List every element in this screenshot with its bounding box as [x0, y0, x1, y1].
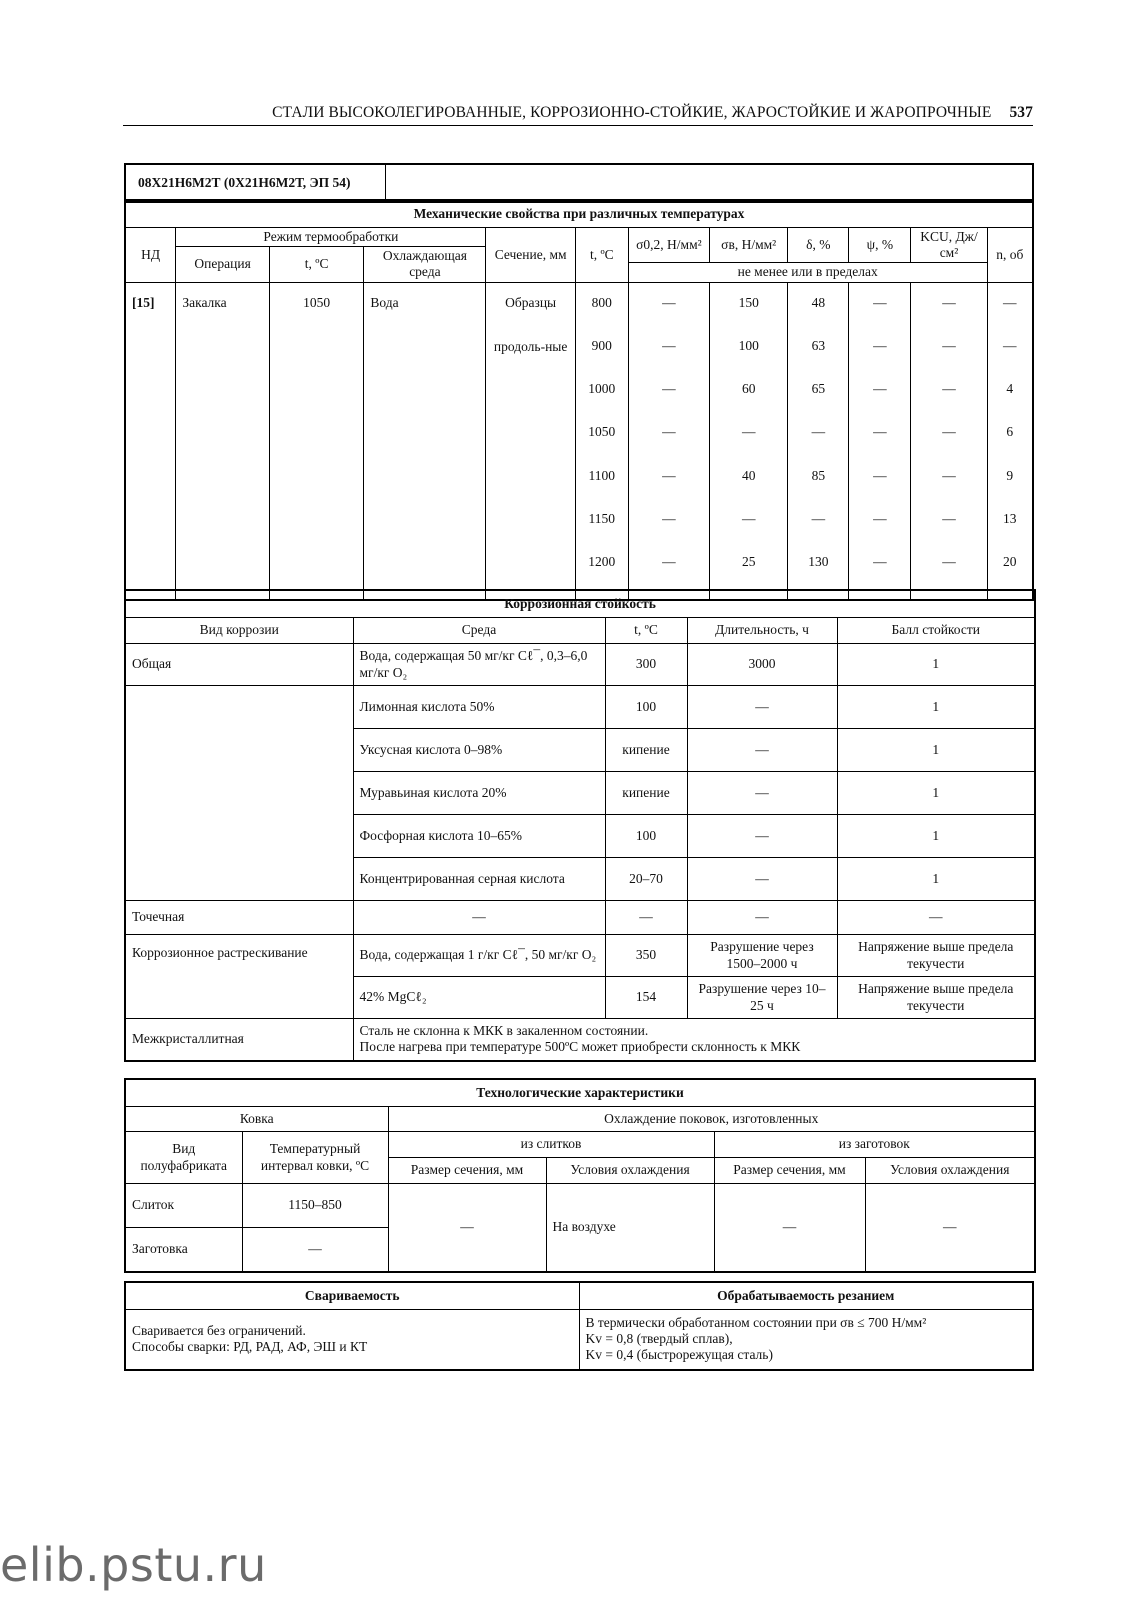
acid-score: 1	[837, 729, 1035, 772]
conditions-label: Условия охлаждения	[546, 1158, 714, 1184]
mech-value: 1050	[588, 424, 616, 440]
operation-value: Закалка	[176, 282, 270, 600]
section-line-1: Образцы	[505, 294, 557, 310]
corr-col-medium: Среда	[353, 618, 605, 644]
grade-name: 08Х21Н6М2Т (0Х21Н6М2Т, ЭП 54)	[125, 164, 385, 202]
scc-medium: 42% MgCℓ₂	[353, 977, 605, 1019]
billet-size: —	[714, 1184, 865, 1272]
mech-value: —	[662, 511, 676, 527]
mech-value: 1100	[588, 467, 616, 483]
cooling-label: Охлаждение поковок, изготовленных	[388, 1107, 1035, 1132]
corr-scc: Коррозионное растрескивание	[125, 935, 353, 1019]
grade-blank	[385, 164, 1033, 202]
weld-machin-table	[124, 1281, 1034, 1371]
corr-pitting: Точечная	[125, 901, 353, 935]
acid-temp: 100	[605, 815, 687, 858]
from-billets-label: из заготовок	[714, 1132, 1035, 1158]
mech-value: —	[873, 381, 887, 397]
corr-pitting-medium: —	[353, 901, 605, 935]
mech-value: 150	[738, 294, 759, 310]
mech-value: 130	[808, 554, 829, 570]
scc-temp: 154	[605, 977, 687, 1019]
weld-text	[125, 1310, 579, 1370]
watermark: elib.pstu.ru	[0, 1538, 267, 1592]
n-values	[987, 282, 1033, 600]
corr-pitting-duration: —	[687, 901, 837, 935]
col-operation: Операция	[176, 247, 270, 282]
mech-value: —	[662, 424, 676, 440]
mech-value: 60	[741, 381, 756, 397]
mech-value: 800	[591, 294, 612, 310]
ingot-size: —	[388, 1184, 546, 1272]
acid-temp: 20–70	[605, 858, 687, 901]
billet-cond: —	[865, 1184, 1035, 1272]
mech-value: —	[942, 554, 956, 570]
kcu-values	[911, 282, 987, 600]
corr-section-title: Коррозионная стойкость	[125, 590, 1035, 618]
corr-general-temp: 300	[605, 644, 687, 686]
mech-value: 9	[1006, 467, 1014, 483]
corr-col-temp: t, ºС	[605, 618, 687, 644]
col-section: Сечение, мм	[486, 228, 575, 283]
mech-value: —	[662, 381, 676, 397]
scc-duration: Разрушение через 10–25 ч	[687, 977, 837, 1019]
mech-value: —	[1003, 294, 1017, 310]
not-less-label: не менее или в пределах	[628, 263, 987, 282]
mech-value: —	[741, 424, 756, 440]
mech-properties-table	[124, 199, 1034, 601]
mech-value: 85	[811, 467, 826, 483]
acid-duration: —	[687, 772, 837, 815]
mech-value: —	[873, 337, 887, 353]
mech-value: 1150	[588, 511, 616, 527]
mech-section-title: Механические свойства при различных температурах	[125, 200, 1033, 228]
scc-score: Напряжение выше предела текучести	[837, 935, 1035, 977]
mech-value: —	[811, 511, 826, 527]
size2-label: Размер сечения, мм	[714, 1158, 865, 1184]
col-test-temp: t, ºС	[575, 228, 628, 283]
mech-value: 100	[738, 337, 759, 353]
acid-score: 1	[837, 772, 1035, 815]
mech-value: 900	[591, 337, 612, 353]
sigma02-values	[628, 282, 709, 600]
acid-medium: Уксусная кислота 0–98%	[353, 729, 605, 772]
section-line-2: продоль-ные	[493, 338, 568, 354]
billet-label: Заготовка	[125, 1228, 242, 1272]
scc-medium: Вода, содержащая 1 г/кг Cℓ¯, 50 мг/кг O₂	[353, 935, 605, 977]
mech-value: —	[662, 337, 676, 353]
corr-pitting-temp: —	[605, 901, 687, 935]
mech-value: —	[942, 424, 956, 440]
corr-igc: Межкристаллитная	[125, 1019, 353, 1061]
igc-line-1: Сталь не склонна к МКК в закаленном состоянии.	[359, 1023, 649, 1039]
col-cooling-medium: Охлаждающая среда	[364, 247, 486, 282]
igc-line-2: После нагрева при температуре 500ºС может приобрести склонность к МКК	[359, 1039, 801, 1055]
mech-value: —	[662, 467, 676, 483]
header-title: СТАЛИ ВЫСОКОЛЕГИРОВАННЫЕ, КОРРОЗИОННО-СТОЙКИЕ, ЖАРОСТОЙКИЕ И ЖАРОПРОЧНЫЕ	[272, 104, 992, 121]
col-n: n, об	[987, 228, 1033, 283]
semi-label: Вид полуфабриката	[125, 1132, 242, 1184]
acid-duration: —	[687, 729, 837, 772]
mech-value: —	[662, 554, 676, 570]
billet-range: —	[242, 1228, 388, 1272]
acid-medium: Лимонная кислота 50%	[353, 686, 605, 729]
mech-value: —	[741, 511, 756, 527]
ingot-cond: На воздухе	[546, 1184, 714, 1272]
psi-values	[849, 282, 911, 600]
section-value	[486, 282, 575, 600]
tech-table	[124, 1078, 1036, 1273]
mech-value: —	[1003, 337, 1017, 353]
scc-duration: Разрушение через 1500–2000 ч	[687, 935, 837, 977]
acid-score: 1	[837, 686, 1035, 729]
conditions2-label: Условия охлаждения	[865, 1158, 1035, 1184]
mech-value: 63	[811, 337, 826, 353]
running-header	[123, 104, 1033, 126]
machin-line-3: Kv = 0,4 (быстрорежущая сталь)	[585, 1347, 773, 1363]
corr-col-type: Вид коррозии	[125, 618, 353, 644]
mech-value: 20	[1003, 554, 1017, 570]
weld-line-2: Способы сварки: РД, РАД, АФ, ЭШ и КТ	[132, 1339, 368, 1355]
corr-general: Общая	[125, 644, 353, 686]
mech-value: —	[873, 294, 887, 310]
col-sigma02: σ0,2, Н/мм²	[628, 228, 709, 263]
tech-section-title: Технологические характеристики	[125, 1079, 1035, 1107]
col-heat-mode: Режим термообработки	[176, 228, 486, 247]
acid-medium: Муравьиная кислота 20%	[353, 772, 605, 815]
acid-medium: Фосфорная кислота 10–65%	[353, 815, 605, 858]
corr-igc-text	[353, 1019, 1035, 1061]
from-ingots-label: из слитков	[388, 1132, 714, 1158]
mech-value: —	[873, 424, 887, 440]
col-kcu: KCU, Дж/см²	[911, 228, 987, 263]
corr-general-score: 1	[837, 644, 1035, 686]
mech-value: 65	[811, 381, 826, 397]
mech-value: —	[873, 467, 887, 483]
machin-line-2: Kv = 0,8 (твердый сплав),	[585, 1331, 733, 1347]
weld-title: Свариваемость	[125, 1282, 579, 1310]
mech-value: —	[811, 424, 826, 440]
acid-score: 1	[837, 858, 1035, 901]
acid-temp: 100	[605, 686, 687, 729]
acid-duration: —	[687, 815, 837, 858]
scc-temp: 350	[605, 935, 687, 977]
machin-title: Обрабатываемость резанием	[579, 1282, 1033, 1310]
mech-value: 48	[811, 294, 826, 310]
grade-title-table	[124, 163, 1034, 203]
col-sigmab: σв, Н/мм²	[710, 228, 788, 263]
col-temp: t, ºС	[269, 247, 364, 282]
test-temp-values	[575, 282, 628, 600]
page-number: 537	[1009, 104, 1033, 121]
temp-value: 1050	[269, 282, 364, 600]
mech-value: 6	[1006, 424, 1014, 440]
col-nd: НД	[125, 228, 176, 283]
ingot-range: 1150–850	[242, 1184, 388, 1228]
scc-score: Напряжение выше предела текучести	[837, 977, 1035, 1019]
weld-line-1: Сваривается без ограничений.	[132, 1323, 306, 1339]
mech-value: —	[873, 511, 887, 527]
mech-value: 1200	[588, 554, 616, 570]
mech-value: —	[942, 467, 956, 483]
medium-value: Вода	[364, 282, 486, 600]
mech-value: —	[942, 381, 956, 397]
corr-col-score: Балл стойкости	[837, 618, 1035, 644]
mech-value: —	[873, 554, 887, 570]
nd-reference: [15]	[125, 282, 176, 600]
col-delta: δ, %	[788, 228, 849, 263]
sigmab-values	[710, 282, 788, 600]
mech-value: —	[942, 337, 956, 353]
mech-value: —	[942, 511, 956, 527]
mech-value: 1000	[588, 381, 616, 397]
col-psi: ψ, %	[849, 228, 911, 263]
size-label: Размер сечения, мм	[388, 1158, 546, 1184]
corr-general-duration: 3000	[687, 644, 837, 686]
acid-duration: —	[687, 858, 837, 901]
machin-line-1: В термически обработанном состоянии при σв ≤ 700 Н/мм²	[585, 1314, 927, 1330]
mech-value: 25	[741, 554, 756, 570]
mech-value: —	[662, 294, 676, 310]
mech-value: 40	[741, 467, 756, 483]
mech-value: —	[942, 294, 956, 310]
delta-values	[788, 282, 849, 600]
ingot-label: Слиток	[125, 1184, 242, 1228]
corr-general-medium: Вода, содержащая 50 мг/кг Cℓ¯, 0,3–6,0 мг/кг O₂	[353, 644, 605, 686]
acid-temp: кипение	[605, 729, 687, 772]
machin-text	[579, 1310, 1033, 1370]
acid-score: 1	[837, 815, 1035, 858]
acid-temp: кипение	[605, 772, 687, 815]
forging-label: Ковка	[125, 1107, 388, 1132]
mech-value: 13	[1003, 511, 1017, 527]
acid-duration: —	[687, 686, 837, 729]
corrosion-table	[124, 589, 1036, 1062]
corr-pitting-score: —	[837, 901, 1035, 935]
acid-medium: Концентрированная серная кислота	[353, 858, 605, 901]
corr-col-duration: Длительность, ч	[687, 618, 837, 644]
mech-value: 4	[1006, 381, 1014, 397]
interval-label: Температурный интервал ковки, ºС	[242, 1132, 388, 1184]
corr-acids-blank	[125, 686, 353, 901]
